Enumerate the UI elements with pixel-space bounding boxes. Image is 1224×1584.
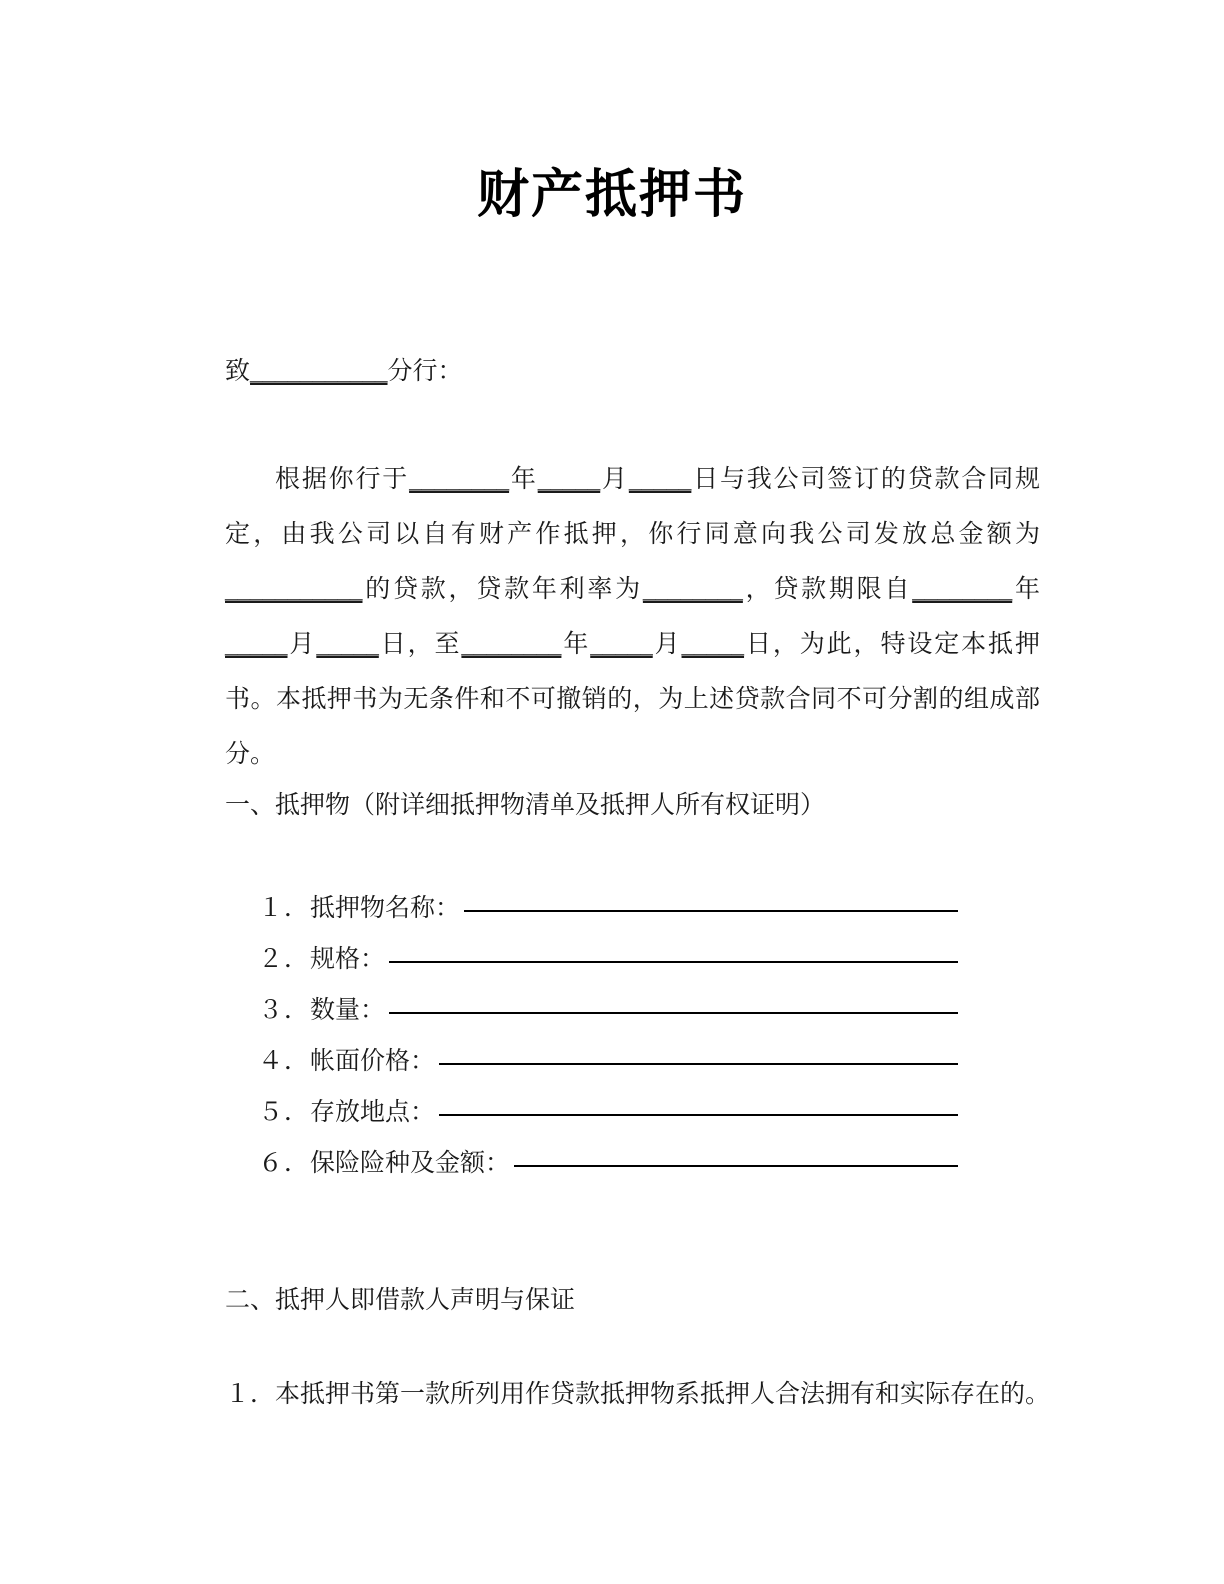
addressee-line (225, 344, 1045, 399)
fill-row-blank[interactable] (514, 1164, 958, 1167)
paragraph-blank-17[interactable]: ________ (461, 631, 562, 658)
section-heading-2: 二、抵押人即借款人声明与保证 (225, 1287, 576, 1314)
paragraph-text-4: 月 (600, 466, 629, 493)
paragraph-text-18: 年 (561, 631, 591, 658)
paragraph-text-10: ，贷款期限自 (742, 576, 913, 603)
fill-row-number: ５． (258, 1099, 311, 1126)
fill-row (258, 1143, 958, 1194)
addressee-blank[interactable]: ___________ (250, 358, 388, 385)
fill-row-blank[interactable] (389, 1011, 958, 1014)
fill-row-blank[interactable] (464, 909, 958, 912)
section-2-clause-1: １．本抵押书第一款所列用作贷款抵押物系抵押人合法拥有和实际存在的。 (225, 1381, 1051, 1408)
fill-row-label: 保险险种及金额： (310, 1150, 511, 1177)
paragraph-blank-9[interactable]: ________ (642, 576, 743, 603)
paragraph-blank-3[interactable]: _____ (537, 466, 601, 493)
fill-row-label: 规格： (310, 946, 386, 973)
paragraph-text-22: 日，为此，特设定本抵押书。本抵押书为无条件和不可撤销的，为上述贷款合同不可分割的组成部分。 (225, 631, 1040, 768)
fill-row (258, 888, 958, 939)
fill-row-number: ６． (258, 1150, 311, 1177)
fill-row-number: ３． (258, 997, 311, 1024)
mortgage-item-fill-list (258, 888, 958, 1194)
fill-row-number: ４． (258, 1048, 311, 1075)
paragraph-text-6: 日与我公司签订的贷款合同规定，由我公司以自有财产作抵押，你行同意向我公司发放总金额为 (225, 466, 1040, 548)
paragraph-blank-19[interactable]: _____ (590, 631, 653, 658)
paragraph-blank-11[interactable]: ________ (912, 576, 1013, 603)
paragraph-text-0: 根据你行于 (275, 466, 410, 493)
fill-row-label: 数量： (310, 997, 386, 1024)
body-paragraph (225, 452, 1040, 782)
fill-row (258, 1041, 958, 1092)
fill-row-label: 存放地点： (310, 1099, 436, 1126)
section-heading-1: 一、抵押物（附详细抵押物清单及抵押人所有权证明） (225, 792, 826, 819)
paragraph-text-8: 的贷款，贷款年利率为 (362, 576, 643, 603)
fill-row (258, 939, 958, 990)
fill-row-blank[interactable] (439, 1113, 958, 1116)
paragraph-blank-7[interactable]: ___________ (225, 576, 363, 603)
addressee-prefix: 致 (225, 358, 251, 385)
fill-row-blank[interactable] (439, 1062, 958, 1065)
fill-row-number: １． (258, 895, 311, 922)
fill-row-blank[interactable] (389, 960, 958, 963)
fill-row (258, 990, 958, 1041)
page-title: 财产抵押书 (476, 164, 747, 225)
paragraph-blank-1[interactable]: ________ (409, 466, 510, 493)
addressee-suffix: 分行： (387, 358, 463, 385)
fill-row (258, 1092, 958, 1143)
paragraph-blank-21[interactable]: _____ (681, 631, 745, 658)
fill-row-number: ２． (258, 946, 311, 973)
paragraph-text-16: 日，至 (378, 631, 462, 658)
fill-row-label: 抵押物名称： (310, 895, 461, 922)
paragraph-text-14: 月 (287, 631, 317, 658)
paragraph-blank-15[interactable]: _____ (316, 631, 379, 658)
paragraph-blank-13[interactable]: _____ (225, 631, 288, 658)
paragraph-text-12: 年 (1012, 576, 1040, 603)
paragraph-text-2: 年 (509, 466, 538, 493)
paragraph-text-20: 月 (652, 631, 682, 658)
fill-row-label: 帐面价格： (310, 1048, 436, 1075)
paragraph-blank-5[interactable]: _____ (628, 466, 692, 493)
